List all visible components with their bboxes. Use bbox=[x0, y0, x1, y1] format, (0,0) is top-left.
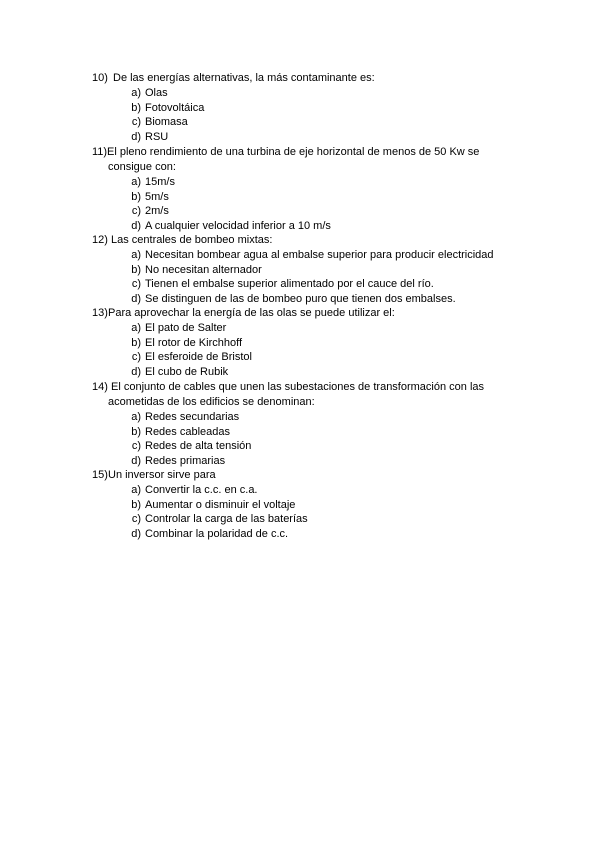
option-letter: c) bbox=[131, 278, 141, 291]
answer-option bbox=[0, 115, 600, 130]
question-text: De las energías alternativas, la más contaminante es: bbox=[113, 72, 375, 84]
answer-option bbox=[0, 204, 600, 219]
option-text: 15m/s bbox=[145, 176, 175, 188]
question-12 bbox=[0, 233, 600, 306]
option-text: Aumentar o disminuir el voltaje bbox=[145, 498, 296, 511]
question-text-line bbox=[0, 71, 600, 86]
answer-option bbox=[0, 130, 600, 145]
option-text: El pato de Salter bbox=[145, 322, 227, 334]
question-14 bbox=[0, 380, 600, 468]
option-text: Se distinguen de las de bombeo puro que tienen dos embalses. bbox=[145, 292, 456, 305]
answer-option bbox=[0, 101, 600, 116]
option-letter: d) bbox=[131, 219, 141, 232]
question-number: 10) bbox=[92, 72, 108, 84]
option-letter: d) bbox=[131, 527, 141, 540]
option-text: El esferoide de Bristol bbox=[145, 351, 252, 364]
option-letter: c) bbox=[131, 440, 141, 453]
option-text: Tienen el embalse superior alimentado por el cauce del río. bbox=[145, 278, 434, 291]
answer-option bbox=[0, 439, 600, 454]
option-text: No necesitan alternador bbox=[145, 263, 262, 276]
answer-option bbox=[0, 454, 600, 469]
answer-option bbox=[0, 292, 600, 307]
option-letter: a) bbox=[131, 484, 141, 496]
question-text-line bbox=[0, 160, 600, 175]
answer-option bbox=[0, 248, 600, 263]
option-letter: a) bbox=[131, 249, 141, 261]
question-number: 14) bbox=[92, 381, 108, 393]
option-letter: d) bbox=[131, 365, 141, 378]
answer-option bbox=[0, 498, 600, 513]
option-letter: c) bbox=[131, 513, 141, 526]
question-15 bbox=[0, 468, 600, 541]
option-letter: c) bbox=[131, 205, 141, 218]
option-letter: d) bbox=[131, 292, 141, 305]
answer-option bbox=[0, 350, 600, 365]
option-letter: d) bbox=[131, 454, 141, 467]
option-letter: a) bbox=[131, 411, 141, 423]
question-text: El pleno rendimiento de una turbina de eje horizontal de menos de 50 Kw se bbox=[107, 146, 480, 158]
answer-option bbox=[0, 86, 600, 101]
option-text: Necesitan bombear agua al embalse superior para producir electricidad bbox=[145, 249, 494, 261]
question-number: 13) bbox=[92, 307, 108, 319]
option-letter: b) bbox=[131, 336, 141, 349]
question-number: 11) bbox=[92, 146, 108, 158]
question-text: El conjunto de cables que unen las subestaciones de transformación con las bbox=[111, 381, 485, 393]
option-text: Biomasa bbox=[145, 116, 188, 129]
question-text: Las centrales de bombeo mixtas: bbox=[111, 234, 273, 246]
answer-option bbox=[0, 365, 600, 380]
answer-option bbox=[0, 219, 600, 234]
option-text: 2m/s bbox=[145, 205, 169, 218]
question-text-line bbox=[0, 468, 600, 483]
option-letter: a) bbox=[131, 176, 141, 188]
option-text: Combinar la polaridad de c.c. bbox=[145, 527, 289, 540]
answer-option bbox=[0, 527, 600, 542]
question-text: acometidas de los edificios se denominan: bbox=[108, 396, 315, 408]
option-letter: a) bbox=[131, 87, 141, 99]
option-text: Olas bbox=[145, 87, 168, 99]
question-text-line bbox=[0, 380, 600, 395]
option-letter: d) bbox=[131, 130, 141, 143]
option-text: Redes secundarias bbox=[145, 411, 240, 423]
option-letter: c) bbox=[131, 116, 141, 129]
option-text: 5m/s bbox=[145, 190, 169, 203]
question-text: Un inversor sirve para bbox=[108, 469, 216, 481]
answer-option bbox=[0, 410, 600, 425]
answer-option bbox=[0, 336, 600, 351]
option-text: Redes de alta tensión bbox=[145, 440, 252, 453]
option-letter: b) bbox=[131, 190, 141, 203]
option-text: El rotor de Kirchhoff bbox=[145, 336, 243, 349]
question-13 bbox=[0, 306, 600, 379]
option-letter: a) bbox=[131, 322, 141, 334]
answer-option bbox=[0, 512, 600, 527]
question-text: consigue con: bbox=[108, 161, 176, 173]
question-text-line bbox=[0, 306, 600, 321]
option-letter: b) bbox=[131, 498, 141, 511]
option-text: Convertir la c.c. en c.a. bbox=[145, 484, 258, 496]
answer-option bbox=[0, 425, 600, 440]
answer-option bbox=[0, 321, 600, 336]
question-number: 12) bbox=[92, 234, 108, 246]
option-text: Controlar la carga de las baterías bbox=[145, 513, 308, 526]
answer-option bbox=[0, 483, 600, 498]
question-10 bbox=[0, 71, 600, 144]
answer-option bbox=[0, 190, 600, 205]
option-letter: b) bbox=[131, 263, 141, 276]
question-text-line bbox=[0, 395, 600, 410]
option-text: Fotovoltáica bbox=[145, 101, 205, 114]
answer-option bbox=[0, 277, 600, 292]
question-text-line bbox=[0, 145, 600, 160]
option-letter: c) bbox=[131, 351, 141, 364]
option-text: A cualquier velocidad inferior a 10 m/s bbox=[145, 219, 331, 232]
option-letter: b) bbox=[131, 101, 141, 114]
question-text-line bbox=[0, 233, 600, 248]
answer-option bbox=[0, 263, 600, 278]
option-text: RSU bbox=[145, 130, 169, 143]
question-11 bbox=[0, 145, 600, 233]
question-text: Para aprovechar la energía de las olas se puede utilizar el: bbox=[108, 307, 395, 319]
option-letter: b) bbox=[131, 425, 141, 438]
option-text: Redes primarias bbox=[145, 454, 226, 467]
option-text: Redes cableadas bbox=[145, 425, 231, 438]
answer-option bbox=[0, 175, 600, 190]
option-text: El cubo de Rubik bbox=[145, 365, 229, 378]
question-number: 15) bbox=[92, 469, 108, 481]
